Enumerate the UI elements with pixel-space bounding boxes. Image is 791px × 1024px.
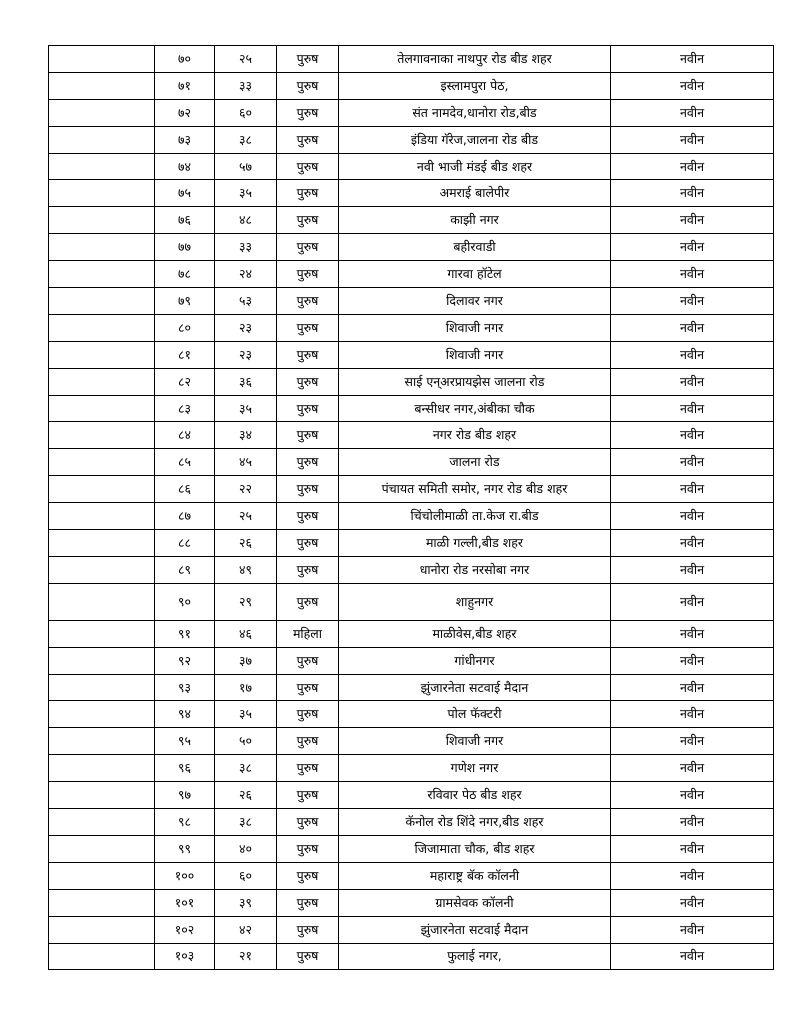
age-cell: ४९ [215, 556, 277, 583]
table-row [49, 180, 774, 207]
serial-number-cell: ९२ [155, 647, 215, 674]
status-cell: नवीन [611, 809, 774, 836]
status-cell: नवीन [611, 862, 774, 889]
serial-number-cell: ९४ [155, 701, 215, 728]
serial-number-cell: ८३ [155, 395, 215, 422]
gender-cell: पुरुष [277, 449, 339, 476]
age-cell: २६ [215, 530, 277, 557]
table-row [49, 889, 774, 916]
serial-number-cell: ९५ [155, 728, 215, 755]
table-row [49, 368, 774, 395]
blank-cell [49, 288, 155, 315]
table-row [49, 701, 774, 728]
serial-number-cell: १०३ [155, 943, 215, 970]
serial-number-cell: ८८ [155, 530, 215, 557]
gender-cell: पुरुष [277, 126, 339, 153]
age-cell: ३८ [215, 755, 277, 782]
table-row [49, 153, 774, 180]
gender-cell: पुरुष [277, 755, 339, 782]
address-cell: जालना रोड [339, 449, 611, 476]
table-row [49, 647, 774, 674]
serial-number-cell: ८४ [155, 422, 215, 449]
age-cell: ३९ [215, 889, 277, 916]
gender-cell: पुरुष [277, 180, 339, 207]
status-cell: नवीन [611, 288, 774, 315]
address-cell: धानोरा रोड नरसोबा नगर [339, 556, 611, 583]
address-cell: माळी गल्ली,बीड शहर [339, 530, 611, 557]
status-cell: नवीन [611, 261, 774, 288]
table-row [49, 583, 774, 620]
age-cell: ६० [215, 99, 277, 126]
table-row [49, 99, 774, 126]
serial-number-cell: ९० [155, 583, 215, 620]
blank-cell [49, 889, 155, 916]
serial-number-cell: ७९ [155, 288, 215, 315]
blank-cell [49, 234, 155, 261]
table-row [49, 476, 774, 503]
status-cell: नवीन [611, 449, 774, 476]
blank-cell [49, 153, 155, 180]
address-cell: दिलावर नगर [339, 288, 611, 315]
blank-cell [49, 476, 155, 503]
age-cell: २५ [215, 503, 277, 530]
table-row [49, 72, 774, 99]
age-cell: २५ [215, 46, 277, 73]
status-cell: नवीन [611, 503, 774, 530]
address-cell: नगर रोड बीड शहर [339, 422, 611, 449]
status-cell: नवीन [611, 153, 774, 180]
gender-cell: पुरुष [277, 809, 339, 836]
table-row [49, 530, 774, 557]
status-cell: नवीन [611, 916, 774, 943]
table-row [49, 449, 774, 476]
table-row [49, 809, 774, 836]
gender-cell: पुरुष [277, 583, 339, 620]
age-cell: ४० [215, 835, 277, 862]
gender-cell: पुरुष [277, 916, 339, 943]
address-cell: पोल फॅक्टरी [339, 701, 611, 728]
status-cell: नवीन [611, 835, 774, 862]
serial-number-cell: ८२ [155, 368, 215, 395]
address-cell: इंडिया गॅरेज,जालना रोड बीड [339, 126, 611, 153]
status-cell: नवीन [611, 341, 774, 368]
table-row [49, 395, 774, 422]
status-cell: नवीन [611, 701, 774, 728]
serial-number-cell: ७३ [155, 126, 215, 153]
age-cell: १७ [215, 674, 277, 701]
address-cell: शिवाजी नगर [339, 728, 611, 755]
address-cell: रविवार पेठ बीड शहर [339, 782, 611, 809]
status-cell: नवीन [611, 556, 774, 583]
serial-number-cell: ७४ [155, 153, 215, 180]
serial-number-cell: ७० [155, 46, 215, 73]
age-cell: २४ [215, 261, 277, 288]
blank-cell [49, 126, 155, 153]
age-cell: ३८ [215, 126, 277, 153]
age-cell: २१ [215, 943, 277, 970]
table-row [49, 755, 774, 782]
patient-register-table [48, 45, 774, 970]
age-cell: ४५ [215, 449, 277, 476]
blank-cell [49, 207, 155, 234]
status-cell: नवीन [611, 728, 774, 755]
age-cell: २३ [215, 314, 277, 341]
serial-number-cell: ९९ [155, 835, 215, 862]
serial-number-cell: ८७ [155, 503, 215, 530]
blank-cell [49, 916, 155, 943]
blank-cell [49, 862, 155, 889]
status-cell: नवीन [611, 889, 774, 916]
gender-cell: पुरुष [277, 476, 339, 503]
age-cell: ४८ [215, 207, 277, 234]
address-cell: शिवाजी नगर [339, 341, 611, 368]
status-cell: नवीन [611, 314, 774, 341]
blank-cell [49, 674, 155, 701]
serial-number-cell: ८१ [155, 341, 215, 368]
table-row [49, 126, 774, 153]
table-row [49, 422, 774, 449]
blank-cell [49, 620, 155, 647]
gender-cell: पुरुष [277, 556, 339, 583]
address-cell: बन्सीधर नगर,अंबीका चौक [339, 395, 611, 422]
blank-cell [49, 583, 155, 620]
gender-cell: पुरुष [277, 647, 339, 674]
blank-cell [49, 341, 155, 368]
address-cell: चिंचोलीमाळी ता.केज रा.बीड [339, 503, 611, 530]
blank-cell [49, 99, 155, 126]
serial-number-cell: ८५ [155, 449, 215, 476]
address-cell: संत नामदेव,धानोरा रोड,बीड [339, 99, 611, 126]
address-cell: शाहुनगर [339, 583, 611, 620]
status-cell: नवीन [611, 207, 774, 234]
gender-cell: पुरुष [277, 530, 339, 557]
blank-cell [49, 46, 155, 73]
gender-cell: पुरुष [277, 234, 339, 261]
address-cell: इस्लामपुरा पेठ, [339, 72, 611, 99]
address-cell: शिवाजी नगर [339, 314, 611, 341]
gender-cell: पुरुष [277, 395, 339, 422]
address-cell: माळीवेस,बीड शहर [339, 620, 611, 647]
serial-number-cell: ९१ [155, 620, 215, 647]
age-cell: ४२ [215, 916, 277, 943]
address-cell: बहीरवाडी [339, 234, 611, 261]
table-row [49, 782, 774, 809]
gender-cell: पुरुष [277, 701, 339, 728]
blank-cell [49, 809, 155, 836]
status-cell: नवीन [611, 422, 774, 449]
blank-cell [49, 647, 155, 674]
table-row [49, 835, 774, 862]
blank-cell [49, 180, 155, 207]
blank-cell [49, 943, 155, 970]
address-cell: ग्रामसेवक कॉलनी [339, 889, 611, 916]
status-cell: नवीन [611, 583, 774, 620]
status-cell: नवीन [611, 234, 774, 261]
table-row [49, 503, 774, 530]
age-cell: ३३ [215, 234, 277, 261]
gender-cell: पुरुष [277, 314, 339, 341]
status-cell: नवीन [611, 782, 774, 809]
status-cell: नवीन [611, 180, 774, 207]
age-cell: ३६ [215, 368, 277, 395]
gender-cell: पुरुष [277, 207, 339, 234]
blank-cell [49, 422, 155, 449]
gender-cell: पुरुष [277, 153, 339, 180]
table-row [49, 314, 774, 341]
blank-cell [49, 449, 155, 476]
age-cell: ३४ [215, 422, 277, 449]
age-cell: ५० [215, 728, 277, 755]
age-cell: ३५ [215, 701, 277, 728]
serial-number-cell: ७६ [155, 207, 215, 234]
serial-number-cell: ८६ [155, 476, 215, 503]
gender-cell: पुरुष [277, 782, 339, 809]
status-cell: नवीन [611, 755, 774, 782]
gender-cell: पुरुष [277, 503, 339, 530]
age-cell: ३८ [215, 809, 277, 836]
gender-cell: पुरुष [277, 261, 339, 288]
gender-cell: पुरुष [277, 72, 339, 99]
serial-number-cell: ९३ [155, 674, 215, 701]
status-cell: नवीन [611, 476, 774, 503]
age-cell: ३५ [215, 180, 277, 207]
blank-cell [49, 755, 155, 782]
address-cell: अमराई बालेपीर [339, 180, 611, 207]
age-cell: ५७ [215, 153, 277, 180]
address-cell: झुंजारनेता सटवाई मैदान [339, 916, 611, 943]
gender-cell: पुरुष [277, 862, 339, 889]
table-row [49, 46, 774, 73]
blank-cell [49, 395, 155, 422]
address-cell: झुंजारनेता सटवाई मैदान [339, 674, 611, 701]
gender-cell: पुरुष [277, 943, 339, 970]
blank-cell [49, 782, 155, 809]
blank-cell [49, 503, 155, 530]
address-cell: कॅनोल रोड शिंदे नगर,बीड शहर [339, 809, 611, 836]
serial-number-cell: ७७ [155, 234, 215, 261]
serial-number-cell: ९६ [155, 755, 215, 782]
gender-cell: पुरुष [277, 341, 339, 368]
status-cell: नवीन [611, 647, 774, 674]
serial-number-cell: ९७ [155, 782, 215, 809]
gender-cell: पुरुष [277, 288, 339, 315]
address-cell: फुलाई नगर, [339, 943, 611, 970]
serial-number-cell: ८० [155, 314, 215, 341]
address-cell: नवी भाजी मंडई बीड शहर [339, 153, 611, 180]
gender-cell: पुरुष [277, 368, 339, 395]
blank-cell [49, 261, 155, 288]
serial-number-cell: ७२ [155, 99, 215, 126]
table-row [49, 288, 774, 315]
blank-cell [49, 530, 155, 557]
address-cell: गांधीनगर [339, 647, 611, 674]
serial-number-cell: ७८ [155, 261, 215, 288]
serial-number-cell: ८९ [155, 556, 215, 583]
gender-cell: पुरुष [277, 835, 339, 862]
age-cell: ३५ [215, 395, 277, 422]
register-body [49, 46, 774, 970]
gender-cell: महिला [277, 620, 339, 647]
age-cell: २३ [215, 341, 277, 368]
serial-number-cell: ७१ [155, 72, 215, 99]
status-cell: नवीन [611, 674, 774, 701]
age-cell: ३७ [215, 647, 277, 674]
table-row [49, 674, 774, 701]
address-cell: जिजामाता चौक, बीड शहर [339, 835, 611, 862]
gender-cell: पुरुष [277, 728, 339, 755]
age-cell: ४६ [215, 620, 277, 647]
status-cell: नवीन [611, 620, 774, 647]
table-row [49, 261, 774, 288]
gender-cell: पुरुष [277, 674, 339, 701]
address-cell: गारवा हॉटेल [339, 261, 611, 288]
status-cell: नवीन [611, 72, 774, 99]
status-cell: नवीन [611, 395, 774, 422]
gender-cell: पुरुष [277, 46, 339, 73]
serial-number-cell: १०० [155, 862, 215, 889]
blank-cell [49, 835, 155, 862]
address-cell: काझी नगर [339, 207, 611, 234]
table-row [49, 620, 774, 647]
age-cell: २९ [215, 583, 277, 620]
status-cell: नवीन [611, 368, 774, 395]
age-cell: ३३ [215, 72, 277, 99]
blank-cell [49, 72, 155, 99]
blank-cell [49, 701, 155, 728]
table-row [49, 341, 774, 368]
age-cell: २६ [215, 782, 277, 809]
table-row [49, 556, 774, 583]
gender-cell: पुरुष [277, 889, 339, 916]
table-row [49, 728, 774, 755]
address-cell: पंचायत समिती समोर, नगर रोड बीड शहर [339, 476, 611, 503]
serial-number-cell: ९८ [155, 809, 215, 836]
serial-number-cell: १०२ [155, 916, 215, 943]
address-cell: गणेश नगर [339, 755, 611, 782]
address-cell: तेलगावनाका नाथपुर रोड बीड शहर [339, 46, 611, 73]
gender-cell: पुरुष [277, 422, 339, 449]
serial-number-cell: ७५ [155, 180, 215, 207]
blank-cell [49, 314, 155, 341]
age-cell: २२ [215, 476, 277, 503]
serial-number-cell: १०१ [155, 889, 215, 916]
blank-cell [49, 556, 155, 583]
age-cell: ५३ [215, 288, 277, 315]
age-cell: ६० [215, 862, 277, 889]
blank-cell [49, 368, 155, 395]
table-row [49, 862, 774, 889]
address-cell: महाराष्ट्र बॅक कॉलनी [339, 862, 611, 889]
address-cell: साई एन्अरप्रायझेस जालना रोड [339, 368, 611, 395]
table-row [49, 943, 774, 970]
table-row [49, 207, 774, 234]
status-cell: नवीन [611, 943, 774, 970]
status-cell: नवीन [611, 46, 774, 73]
status-cell: नवीन [611, 99, 774, 126]
table-row [49, 916, 774, 943]
status-cell: नवीन [611, 126, 774, 153]
blank-cell [49, 728, 155, 755]
status-cell: नवीन [611, 530, 774, 557]
gender-cell: पुरुष [277, 99, 339, 126]
table-row [49, 234, 774, 261]
